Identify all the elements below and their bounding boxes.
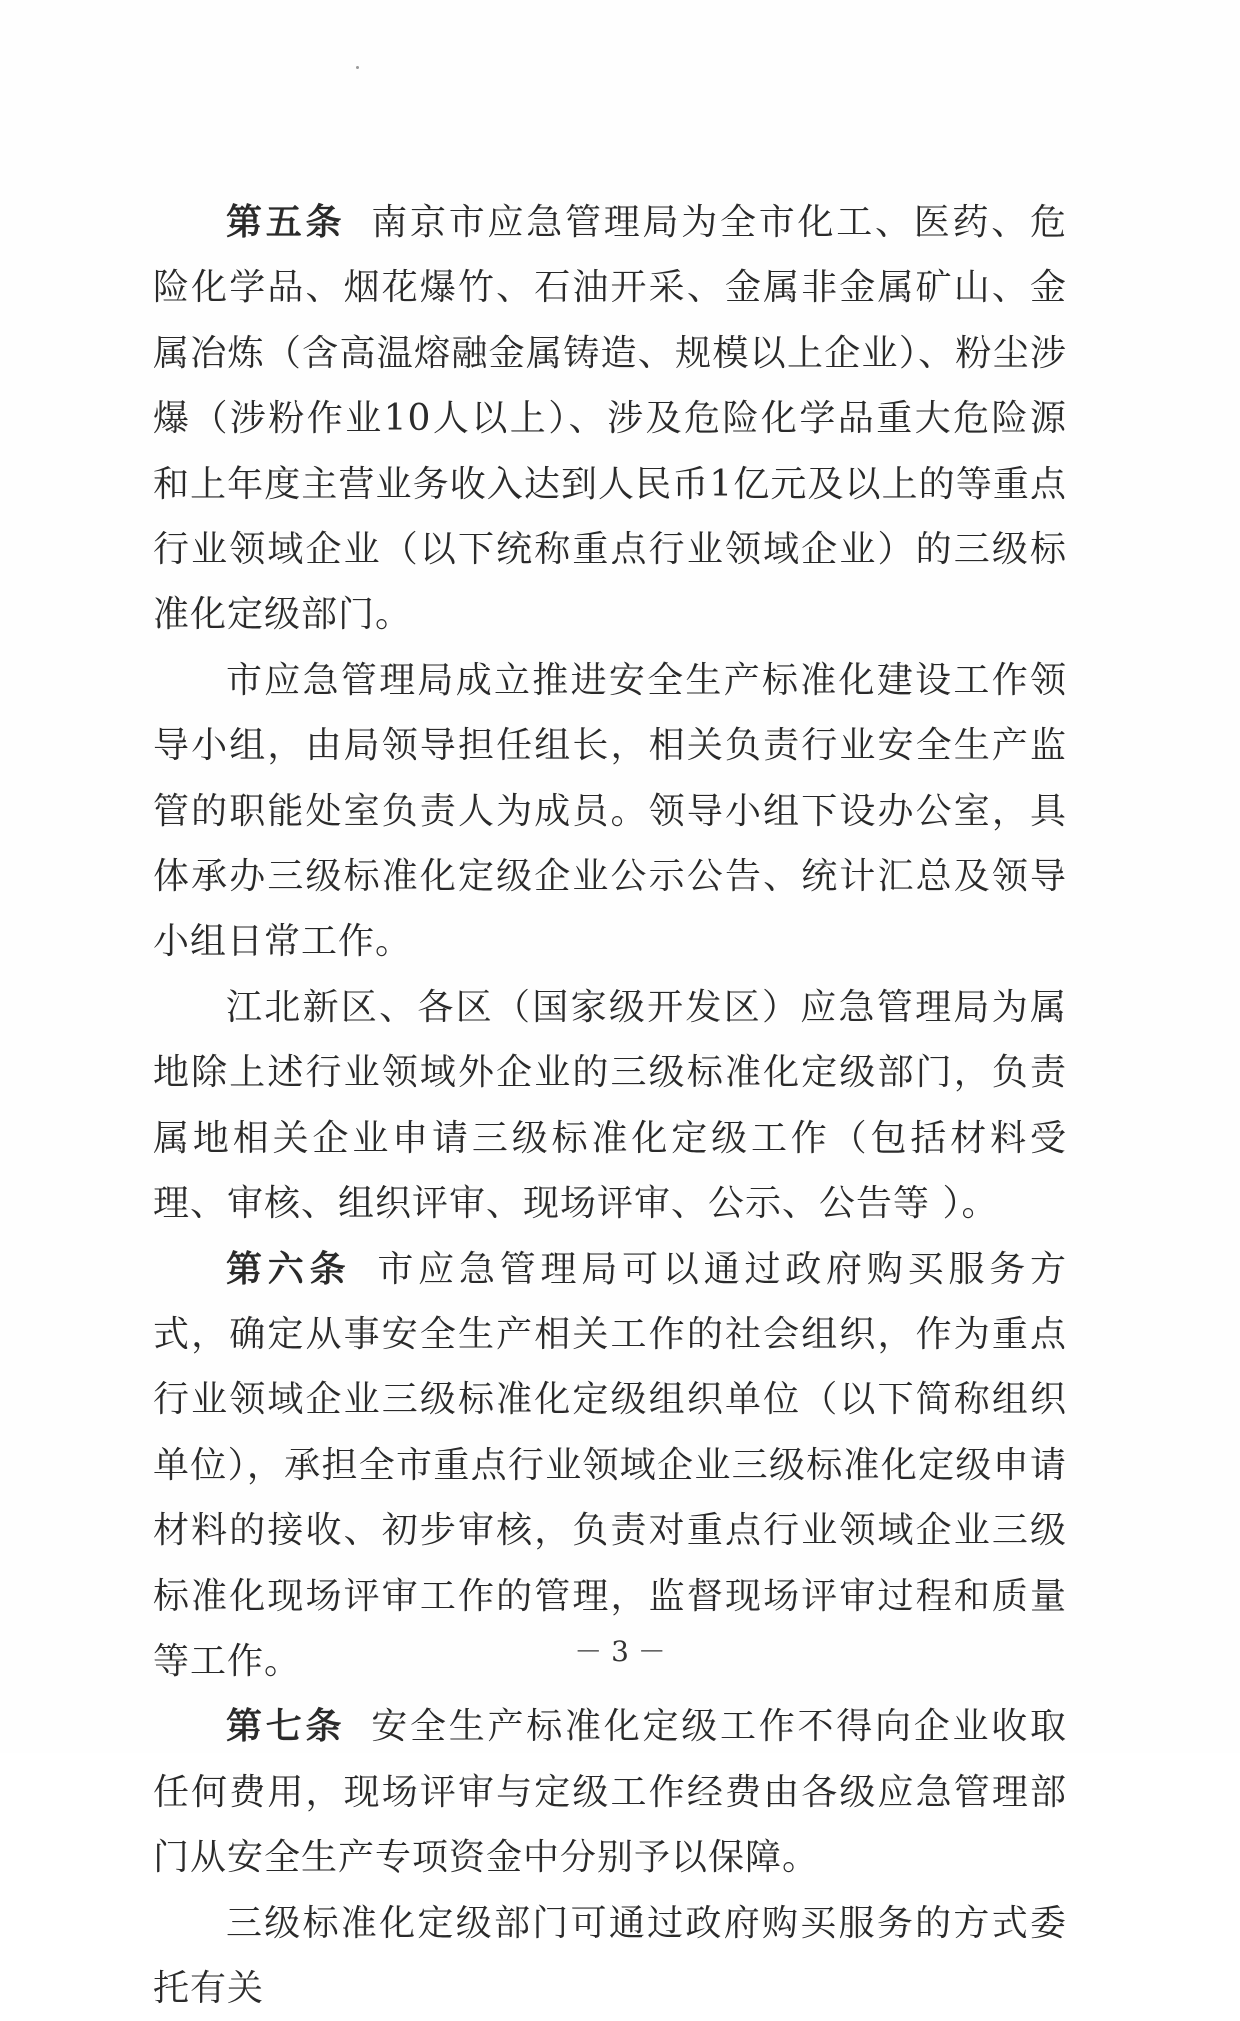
article-number: 第五条 (226, 201, 346, 243)
paragraph-text: 三级标准化定级部门可通过政府购买服务的方式委托有关 (153, 1902, 1067, 2009)
paragraph-purchase-service (153, 1891, 1067, 2021)
paragraph-text: 江北新区、各区（国家级开发区）应急管理局为属地除上述行业领域外企业的三级标准化定级部门，负责属地相关企业申请三级标准化定级工作（包括材料受理、审核、组织评审、现场评审、公示、公告等 ）。 (153, 986, 1067, 1225)
document-body (153, 190, 1067, 2021)
paragraph-text: 市应急管理局成立推进安全生产标准化建设工作领导小组，由局领导担任组长，相关负责行业安全生产监管的职能处室负责人为成员。领导小组下设办公室，具体承办三级标准化定级企业公示公告、统计汇总及领导小组日常工作。 (153, 659, 1067, 963)
page-number: － 3 － (574, 1635, 666, 1668)
paragraph-article-6 (153, 1237, 1067, 1695)
article-number: 第六条 (226, 1247, 352, 1290)
paragraph-article-5 (153, 190, 1067, 648)
paragraph-district-authority (153, 975, 1067, 1237)
paragraph-text: 安全生产标准化定级工作不得向企业收取任何费用，现场评审与定级工作经费由各级应急管理部门从安全生产专项资金中分别予以保障。 (153, 1706, 1067, 1879)
article-number: 第七条 (226, 1705, 346, 1748)
paragraph-article-7 (153, 1694, 1067, 1890)
paragraph-text: 南京市应急管理局为全市化工、医药、危险化学品、烟花爆竹、石油开采、金属非金属矿山、金属冶炼（含高温熔融金属铸造、规模以上企业）、粉尘涉爆（涉粉作业10人以上）、涉及危险化学品重大危险源和上年度主营业务收入达到人民币1亿元及以上的等重点行业领域企业（以下统称重点行业领域企业）的三级标准化定级部门。 (153, 202, 1067, 636)
scan-speck (356, 66, 359, 69)
paragraph-text: 市应急管理局可以通过政府购买服务方式，确定从事安全生产相关工作的社会组织，作为重点行业领域企业三级标准化定级组织单位（以下简称组织单位），承担全市重点行业领域企业三级标准化定级申请材料的接收、初步审核，负责对重点行业领域企业三级标准化现场评审工作的管理，监督现场评审过程和质量等工作。 (153, 1248, 1067, 1682)
paragraph-leading-group (153, 648, 1067, 975)
